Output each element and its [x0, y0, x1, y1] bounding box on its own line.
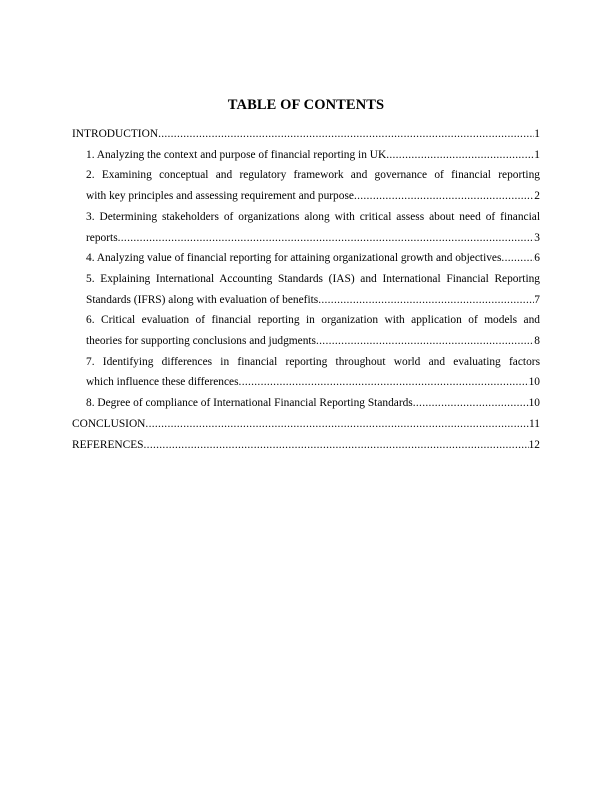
toc-page-number: 3: [534, 231, 540, 244]
toc-page-number: 7: [534, 293, 540, 306]
dot-leader: [118, 228, 535, 249]
toc-page-number: 2: [534, 190, 540, 203]
toc-entry-label: CONCLUSION: [72, 417, 146, 430]
dot-leader: [145, 414, 529, 435]
toc-entry-4[interactable]: [72, 248, 540, 269]
toc-title: TABLE OF CONTENTS: [227, 97, 385, 113]
toc-page-number: 6: [534, 252, 540, 265]
toc-page-number: 10: [528, 397, 540, 410]
toc-page-number: 1: [534, 128, 540, 140]
dot-leader: [239, 372, 529, 393]
toc-page-number: 10: [528, 376, 540, 389]
toc-entry-label: REFERENCES: [72, 438, 144, 451]
toc-page-number: 1: [534, 148, 540, 161]
toc-entry-5[interactable]: [72, 269, 540, 310]
toc-entry-label: 8. Degree of compliance of International Financial Reporting Standards: [86, 397, 413, 410]
toc-entry-line: 3. Determining stakeholders of organizations along with critical assess about need of financial: [86, 210, 540, 223]
toc-entry-line: 5. Explaining International Accounting Standards (IAS) and International Financial Reporting: [86, 272, 540, 285]
toc-entry-7[interactable]: [72, 352, 540, 393]
toc-entry-label: with key principles and assessing requirement and purpose: [86, 190, 354, 203]
toc-entry-1[interactable]: [72, 145, 540, 166]
toc-page-number: 12: [528, 438, 540, 451]
toc-entry-3[interactable]: [72, 207, 540, 248]
toc-entry-label: theories for supporting conclusions and judgments: [86, 335, 316, 348]
toc-entry-label: 4. Analyzing value of financial reporting for attaining organizational growth and objectives: [86, 252, 502, 265]
toc-entry-line: 7. Identifying differences in financial reporting throughout world and evaluating factors: [86, 355, 540, 368]
toc-entry-2[interactable]: [72, 165, 540, 206]
toc-entry-introduction[interactable]: [72, 124, 540, 145]
toc-entry-label: 1. Analyzing the context and purpose of financial reporting in UK: [86, 148, 387, 161]
toc-page-number: 8: [534, 335, 540, 348]
dot-leader: [318, 290, 534, 311]
toc-entry-label: INTRODUCTION: [72, 128, 159, 140]
toc-entry-8[interactable]: [72, 393, 540, 414]
toc-entry-line: 6. Critical evaluation of financial reporting in organization with application of models and: [86, 314, 540, 327]
toc-entry-line: 2. Examining conceptual and regulatory framework and governance of financial reporting: [86, 169, 540, 182]
dot-leader: [501, 248, 534, 269]
dot-leader: [316, 331, 534, 352]
toc-entry-label: which influence these differences: [86, 376, 239, 389]
dot-leader: [386, 145, 534, 166]
dot-leader: [144, 435, 529, 456]
toc-entry-label: Standards (IFRS) along with evaluation of benefits: [86, 293, 319, 306]
dot-leader: [354, 186, 534, 207]
toc-entry-label: reports: [86, 231, 118, 244]
table-of-contents: [72, 124, 540, 455]
dot-leader: [413, 393, 529, 414]
toc-page-number: 11: [529, 417, 540, 430]
dot-leader: [158, 124, 534, 145]
toc-entry-6[interactable]: [72, 310, 540, 351]
toc-entry-references[interactable]: [72, 435, 540, 456]
toc-entry-conclusion[interactable]: [72, 414, 540, 435]
